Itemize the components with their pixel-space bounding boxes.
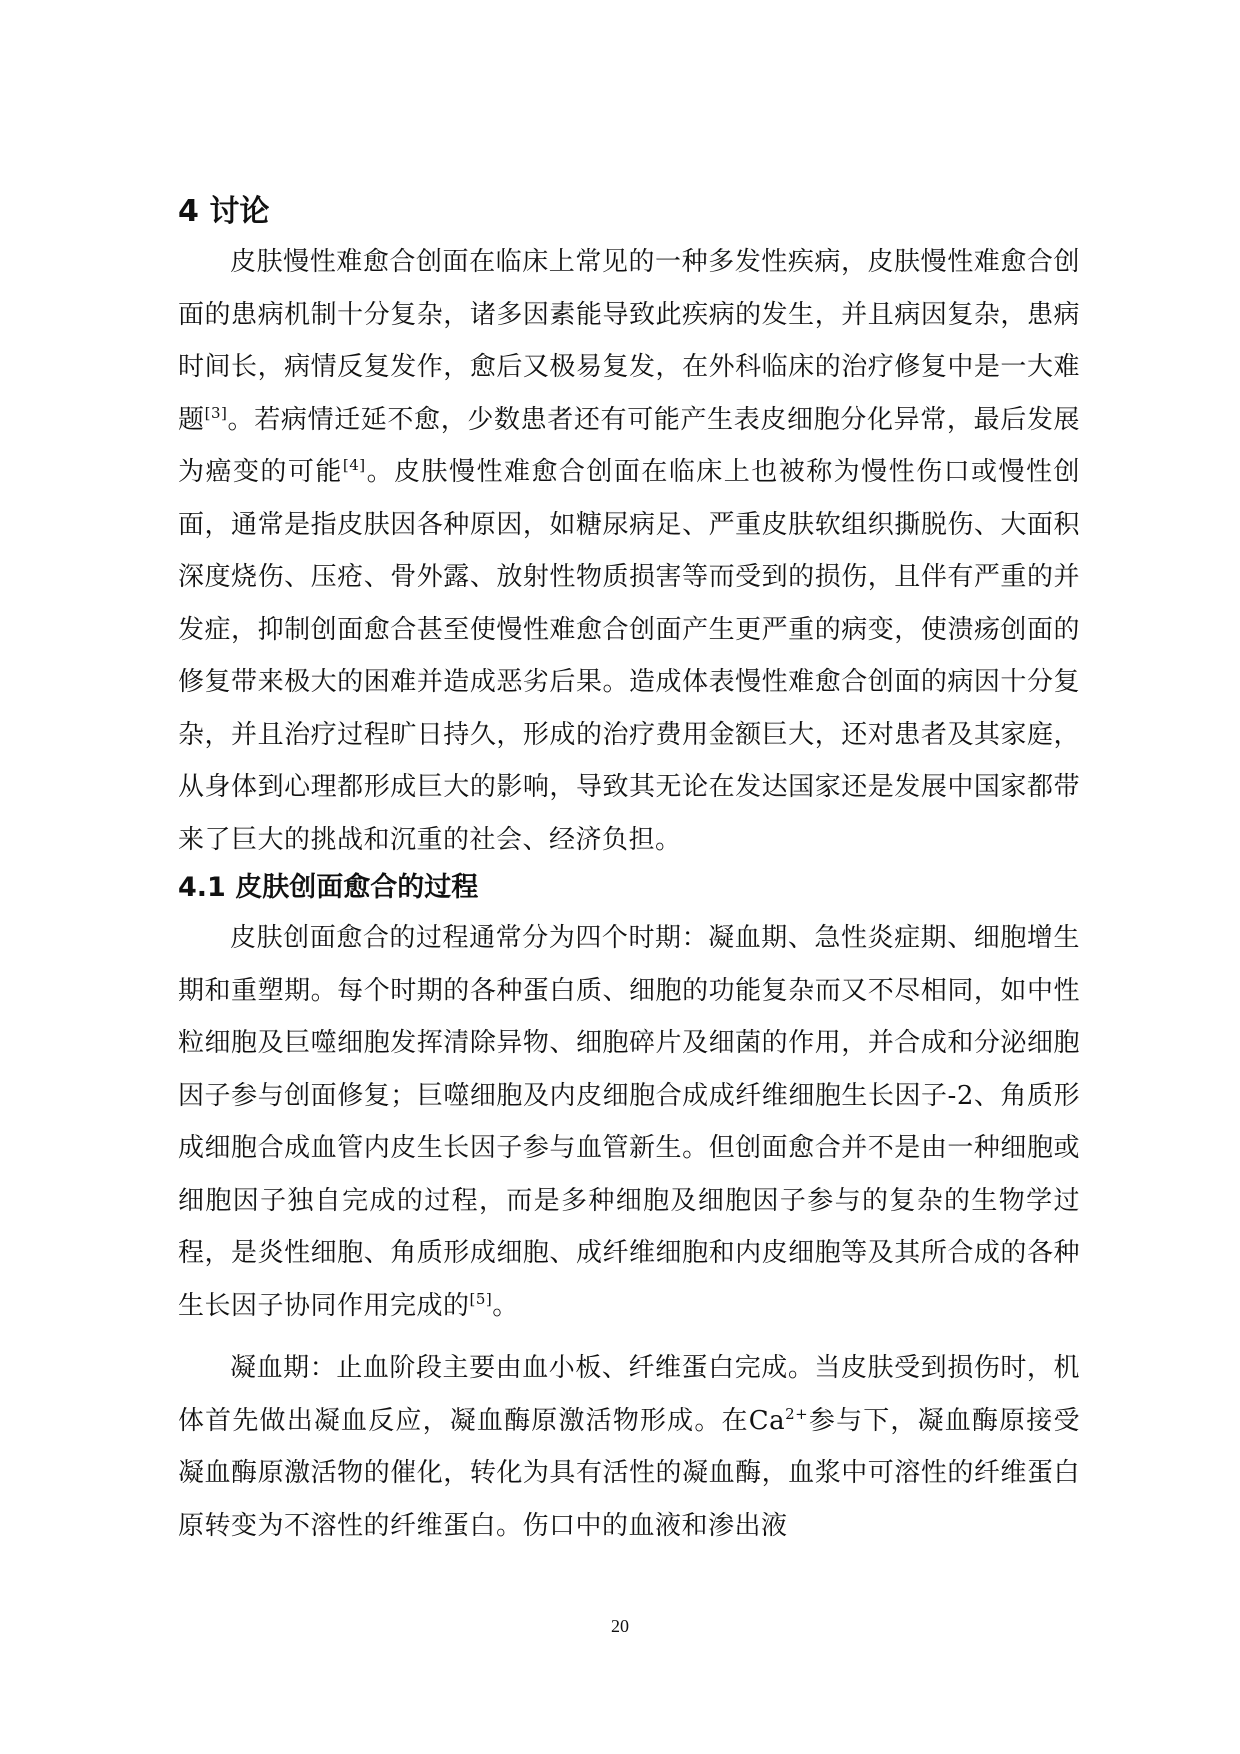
calcium-ion-superscript: 2+ <box>785 1404 809 1423</box>
paragraph-healing-process <box>178 912 1080 1332</box>
paragraph-overview-text-2: 。若病情迁延不愈，少数患者还有可能产生表皮细胞分化异常，最后发展为癌变的可能 <box>178 404 1080 487</box>
page-content <box>178 190 1080 1552</box>
paragraph-overview-text-1: 皮肤慢性难愈合创面在临床上常见的一种多发性疾病，皮肤慢性难愈合创面的患病机制十分复杂，诸多因素能导致此疾病的发生，并且病因复杂，患病时间长，病情反复发作，愈后又极易复发，在外科临床的治疗修复中是一大难题 <box>178 247 1080 435</box>
section-heading: 4 讨论 <box>178 194 270 229</box>
citation-3: [3] <box>204 403 228 422</box>
subsection-heading: 4.1 皮肤创面愈合的过程 <box>178 872 479 903</box>
paragraph-coagulation-text-1: 凝血期：止血阶段主要由血小板、纤维蛋白完成。当皮肤受到损伤时，机体首先做出凝血反应，凝血酶原激活物形成。在Ca <box>178 1353 1080 1436</box>
paragraph-coagulation <box>178 1342 1080 1552</box>
paragraph-healing-text-1: 皮肤创面愈合的过程通常分为四个时期：凝血期、急性炎症期、细胞增生期和重塑期。每个时期的各种蛋白质、细胞的功能复杂而又不尽相同，如中性粒细胞及巨噬细胞发挥清除异物、细胞碎片及细菌的作用，并合成和分泌细胞因子参与创面修复；巨噬细胞及内皮细胞合成成纤维细胞生长因子-2、角质形成细胞合成血管内皮生长因子参与血管新生。但创面愈合并不是由一种细胞或细胞因子独自完成的过程，而是多种细胞及细胞因子参与的复杂的生物学过程，是炎性细胞、角质形成细胞、成纤维细胞和内皮细胞等及其所合成的各种生长因子协同作用完成的 <box>178 923 1080 1321</box>
page-number: 20 <box>611 1616 629 1636</box>
paragraph-healing-text-2: 。 <box>492 1290 519 1321</box>
citation-4: [4] <box>342 456 366 474</box>
paragraph-coagulation-text-2: 参与下，凝血酶原接受凝血酶原激活物的催化，转化为具有活性的凝血酶，血浆中可溶性的纤维蛋白原转变为不溶性的纤维蛋白。伤口中的血液和渗出液 <box>178 1405 1080 1541</box>
paragraph-overview-text-3: 。皮肤慢性难愈合创面在临床上也被称为慢性伤口或慢性创面，通常是指皮肤因各种原因，如糖尿病足、严重皮肤软组织撕脱伤、大面积深度烧伤、压疮、骨外露、放射性物质损害等而受到的损伤，且伴有严重的并发症，抑制创面愈合甚至使慢性难愈合创面产生更严重的病变，使溃疡创面的修复带来极大的困难并造成恶劣后果。造成体表慢性难愈合创面的病因十分复杂，并且治疗过程旷日持久，形成的治疗费用金额巨大，还对患者及其家庭，从身体到心理都形成巨大的影响，导致其无论在发达国家还是发展中国家都带来了巨大的挑战和沉重的社会、经济负担。 <box>178 457 1080 855</box>
paragraph-overview <box>178 236 1080 866</box>
citation-5: [5] <box>469 1289 493 1308</box>
